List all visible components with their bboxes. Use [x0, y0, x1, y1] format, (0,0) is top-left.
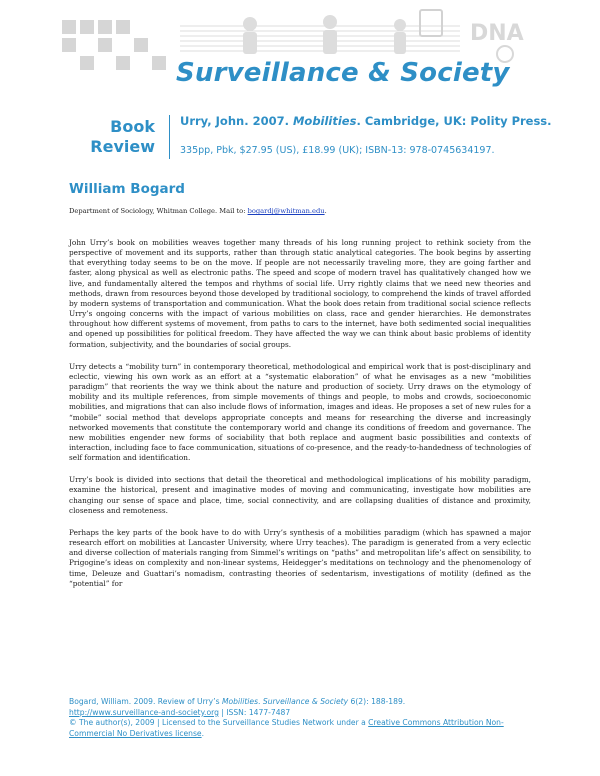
banner-figures — [243, 10, 442, 54]
journal-url-link[interactable]: http://www.surveillance-and-society.org — [69, 707, 219, 717]
page-footer — [69, 697, 539, 739]
affiliation-end: . — [324, 207, 327, 215]
author-name: William Bogard — [69, 181, 185, 197]
journal-banner — [0, 0, 600, 100]
book-review-label-line2: Review — [90, 137, 155, 156]
author-affiliation — [69, 207, 327, 215]
footer-citation-pre: Bogard, William. 2009. Review of Urry’s — [69, 697, 222, 706]
footer-copyright-text: © The author(s), 2009 | Licensed to the Surveillance Studies Network under a — [69, 718, 369, 728]
banner-stripes — [180, 26, 460, 51]
book-review-label — [90, 117, 155, 157]
footer-citation-post: 6(2): 188-189. — [348, 697, 406, 706]
banner-dna-mark — [470, 21, 524, 62]
footer-copyright — [69, 718, 539, 739]
banner-grid-left — [62, 20, 166, 70]
affiliation-text: Department of Sociology, Whitman College. Mail to: — [69, 207, 248, 215]
footer-issn: | ISSN: 1477-7487 — [218, 707, 291, 717]
paragraph-1: John Urry’s book on mobilities weaves together many threads of his long running project to rethink society from the perspective of movement and its supports, rather than through static analytical categories. The book begins by asserting that everything today seems to be on the move. If people are not necessarily traveling more, they are going farther and faster, along physical as well as electronic paths. The speed and scope of modern travel has qualitatively changed how we live, and fundamentally altered the tempos and rhythms of social life. Urry rightly claims that we need new theories and methods, drawn from resources beyond those developed by traditional sociology, to comprehend the kinds of travel afforded by modern systems of transportation and communication. What the book does retain from traditional social science reflects Urry’s ongoing concerns with the impact of various mobilities on class, race and gender hierarchies. He demonstrates throughout how different systems of movement, from paths to cars to the internet, have both sedimented social inequalities and opened up possibilities for political freedom. They have affected the way we can think about basic problems of identity formation, subjectivity, and the boundaries of social groups. — [69, 238, 531, 349]
review-divider — [169, 115, 170, 159]
svg-text:DNA: DNA — [470, 21, 524, 46]
footer-book-title: Mobilities — [221, 697, 259, 706]
citation-author-year: Urry, John. 2007. — [180, 114, 293, 128]
paragraph-3: Urry’s book is divided into sections that detail the theoretical and methodological implications of his mobility paradigm, examine the historical, present and imaginative modes of moving and communicating, investigate how mobilities are changing our sense of space and place, time, social connectivity, and are collapsing dualities of distance and proximity, closeness and remoteness. — [69, 475, 531, 515]
citation-book-title: Mobilities — [292, 114, 357, 128]
footer-url-line — [69, 708, 539, 719]
footer-copyright-end: . — [201, 728, 205, 738]
author-email-link[interactable]: bogardj@whitman.edu — [247, 207, 325, 215]
paragraph-4: Perhaps the key parts of the book have to do with Urry’s synthesis of a mobilities paradigm (which has spawned a major research effort on mobilities at Lancaster University, where Urry teaches). The paradigm is generated from a very eclectic and diverse collection of materials ranging from Simmel’s writings on “paths” and metropolitan life’s affect on sensibility, to Prigogine’s ideas on complexity and non-linear systems, Heidegger’s meditations on technology and the phenomenology of time, Deleuze and Guattari’s nomadism, contrasting theories of sedentarism, investigations of motility (defined as the “potential” for — [69, 527, 531, 588]
citation-publisher: . Cambridge, UK: Polity Press. — [356, 114, 552, 128]
journal-title: Surveillance & Society — [176, 58, 510, 88]
footer-citation — [69, 697, 539, 708]
book-pubinfo: 335pp, Pbk, $27.95 (US), £18.99 (UK); ISBN-13: 978-0745634197. — [180, 145, 495, 156]
footer-citation-mid: . — [258, 697, 263, 706]
review-header — [0, 113, 600, 163]
review-body — [69, 238, 531, 601]
paragraph-2: Urry detects a “mobility turn” in contemporary theoretical, methodological and empirical work that is post-disciplinary and eclectic, viewing his own work as an effort at a “systematic elaboration” of what he envisages as a new “mobilities paradigm” that reorients the way we think about the nature and production of society. Urry draws on the etymology of mobility and its multiple references, from simple movements of things and people, to mobs and crowds, socioeconomic mobilities, and migrations that can also include flows of information, images and ideas. He proposes a set of new rules for a “mobile” social method that develops appropriate concepts and means for researching the diverse and increasingly networked movements that constitute the contemporary world and change its conditions of freedom and governance. The new mobilities engender new forms of sociability that both replace and augment basic possibilities and contexts of interaction, including face to face communication, situations of co-presence, and the ready-to-handedness of technologies of self formation and identification. — [69, 361, 531, 463]
book-review-label-line1: Book — [110, 117, 155, 136]
book-citation — [180, 114, 590, 129]
license-link[interactable]: Creative Commons Attribution Non-Commercial No Derivatives license — [69, 718, 504, 738]
footer-journal-title: Surveillance & Society — [262, 697, 349, 706]
